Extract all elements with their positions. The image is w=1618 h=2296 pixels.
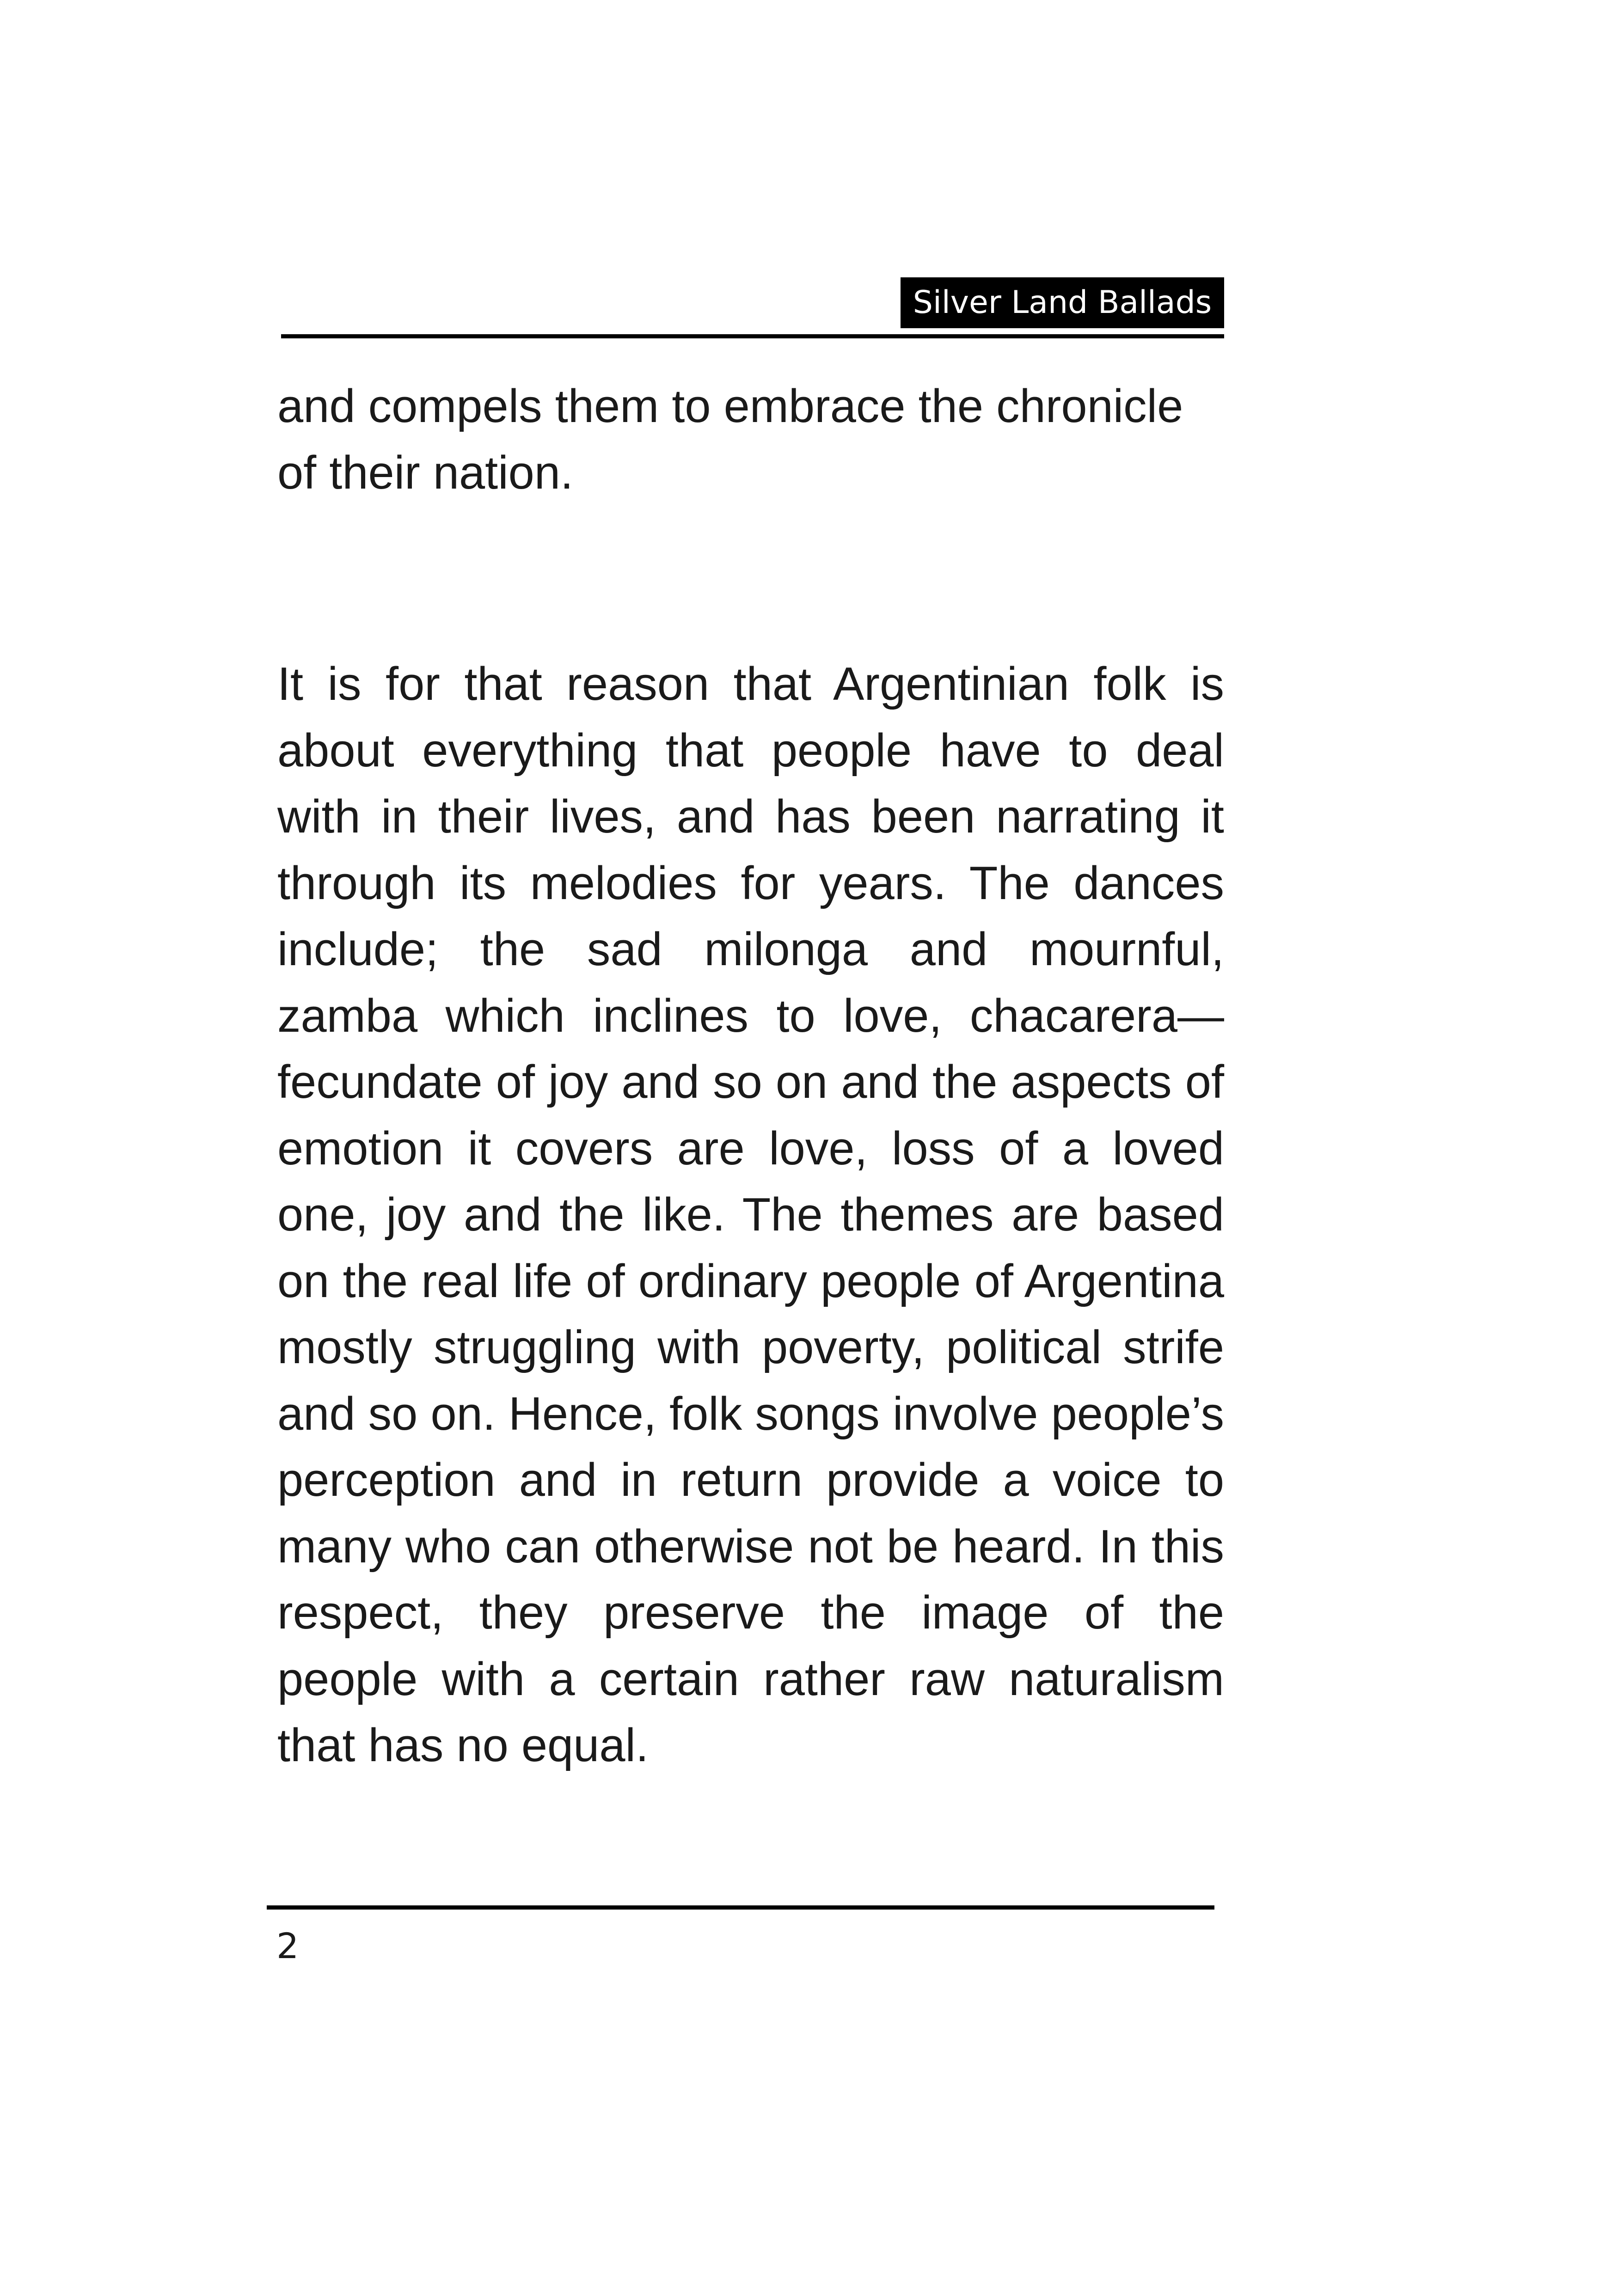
page-number: 2 bbox=[276, 1925, 299, 1966]
header-rule bbox=[281, 334, 1224, 338]
footer-rule bbox=[267, 1905, 1214, 1910]
running-header-title: Silver Land Ballads bbox=[901, 277, 1224, 328]
paragraph-argentinian-folk: It is for that reason that Argentinian folk is about everything that people have to deal with in their lives, and has been narrating it through its melodies for years. The dances include; the sad milonga and mournful, zamba which inclines to love, chacarera—fecundate of joy and so on and the aspects of emotion it covers are love, loss of a loved one, joy and the like. The themes are based on the real life of ordinary people of Argentina mostly struggling with poverty, political strife and so on. Hence, folk songs involve people’s perception and in return provide a voice to many who can otherwise not be heard. In this respect, they preserve the image of the people with a certain rather raw naturalism that has no equal. bbox=[277, 658, 1224, 1771]
paragraph-continuation: and compels them to embrace the chronicle of their nation. bbox=[277, 380, 1183, 499]
